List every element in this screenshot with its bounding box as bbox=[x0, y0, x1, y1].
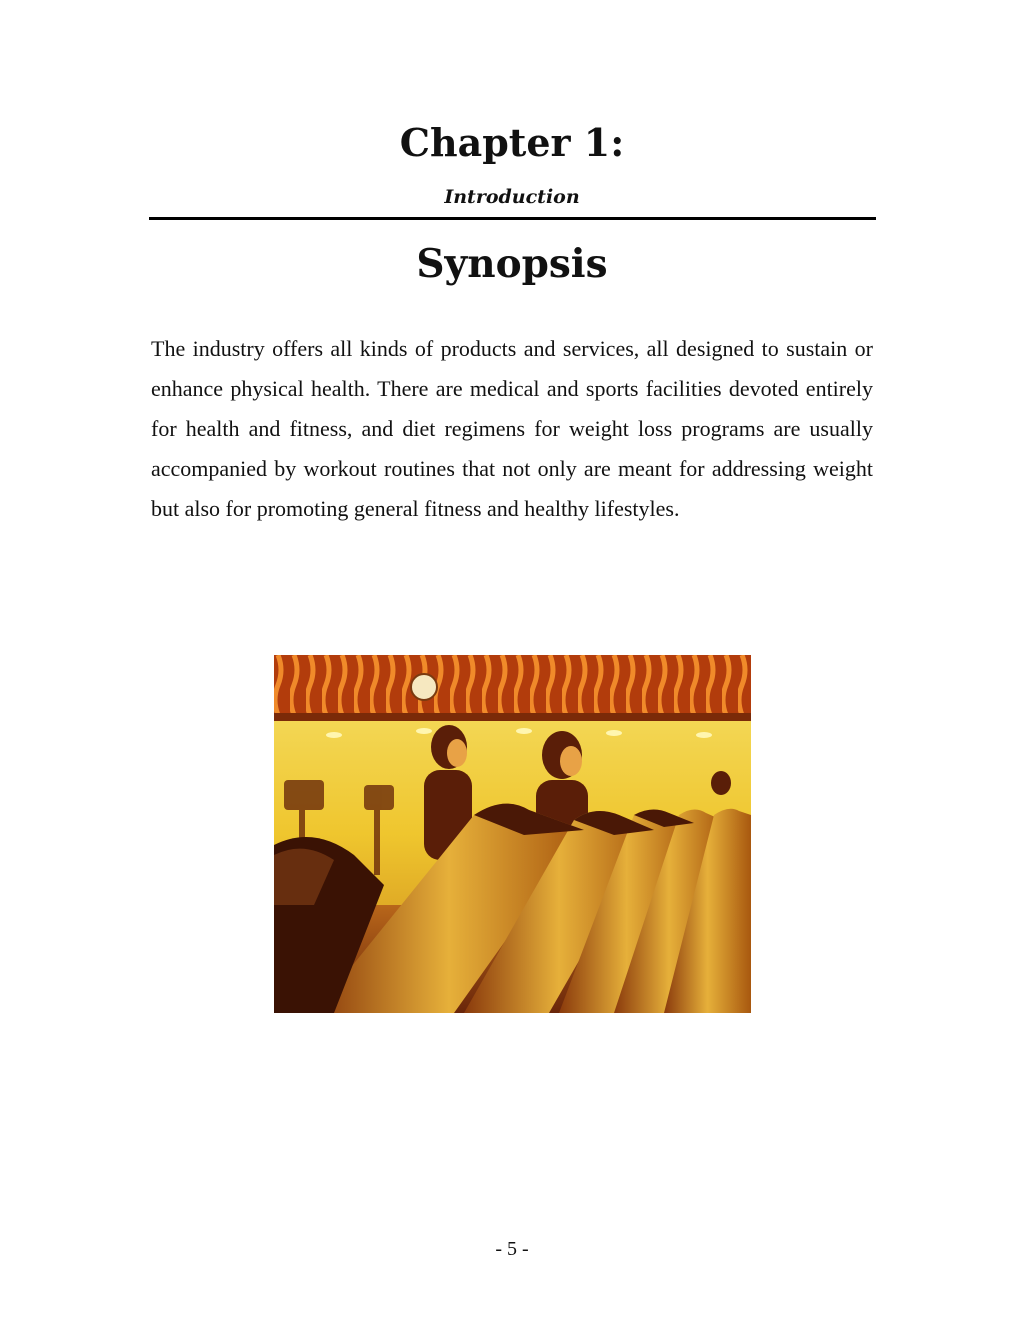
gym-treadmill-photo bbox=[274, 655, 751, 1013]
chapter-subtitle: Introduction bbox=[444, 186, 580, 208]
page-number: - 5 - bbox=[495, 1238, 529, 1260]
title-divider bbox=[149, 217, 876, 220]
section-title: Synopsis bbox=[416, 241, 608, 287]
chapter-title: Chapter 1: bbox=[399, 120, 625, 165]
body-paragraph: The industry offers all kinds of products and services, all designed to sustain or enhance physical health. There are medical and sports facilities devoted entirely for health and fitness, and diet regimens for weight loss programs are usually accompanied by workout routines that not only are meant for addressing weight but also for promoting general fitness and healthy lifestyles. bbox=[151, 336, 873, 521]
